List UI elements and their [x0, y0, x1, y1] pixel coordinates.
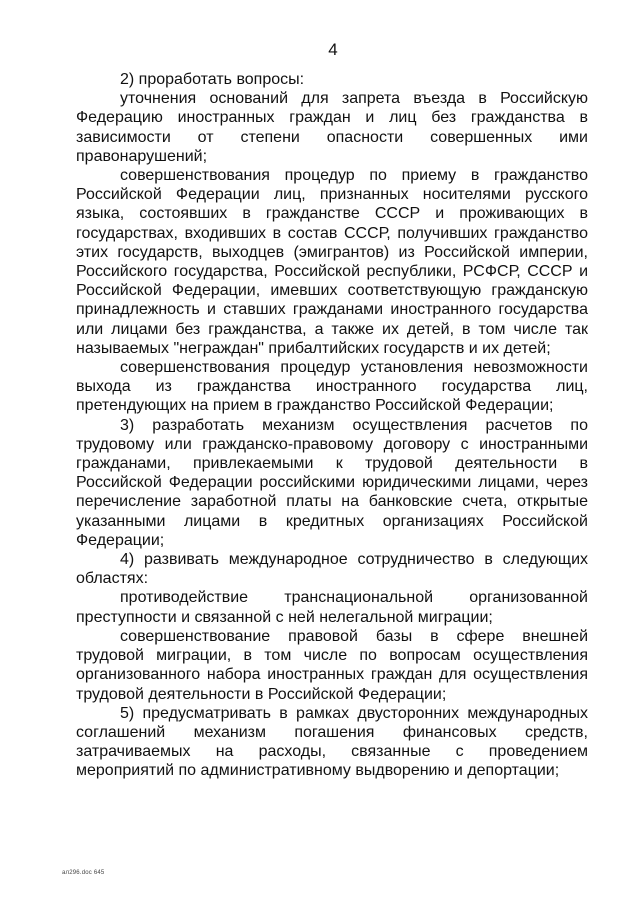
text-line: областях: [76, 570, 149, 588]
text-line: совершенствования процедур по приему в гражданство [120, 167, 588, 185]
text-line: называемых "неграждан" прибалтийских государств и их детей; [76, 339, 551, 357]
text-line: преступности и связанной с ней нелегальной миграции; [76, 608, 493, 626]
text-line: государствах, входивших в состав СССР, получивших гражданство [76, 224, 588, 242]
paragraph-entry-bans [76, 89, 588, 166]
paragraph-renunciation-impossibility [76, 358, 588, 416]
text-line: уточнения оснований для запрета въезда в Российскую [120, 90, 588, 108]
text-line: трудовой деятельности в Российской Федерации; [76, 685, 447, 703]
text-line: трудовой миграции, в том числе по вопросам осуществления [76, 647, 588, 665]
paragraph-citizenship-procedures [76, 166, 588, 358]
text-line: Федерацию иностранных граждан и лиц без гражданства в [76, 109, 588, 127]
text-line: 4) развивать международное сотрудничество в следующих [120, 551, 588, 569]
text-line: организованного набора иностранных граждан для осуществления [76, 666, 588, 684]
text-line: Российской Федерации лиц, признанных носителями русского [76, 186, 588, 204]
text-line: правонарушений; [76, 147, 208, 165]
text-line: претендующих на прием в гражданство Российской Федерации; [76, 397, 554, 415]
text-line: этих государств, выходцев (эмигрантов) из Российской империи, [76, 243, 588, 261]
text-line: совершенствования процедур установления невозможности [120, 359, 588, 377]
text-line: языка, состоявших в гражданстве СССР и проживающих в [76, 205, 588, 223]
text-line: указанными лицами в кредитных организациях Российской [76, 512, 588, 530]
text-line: противодействие транснациональной организованной [120, 589, 588, 607]
paragraph-item-2 [76, 70, 588, 89]
text-line: Российской Федерации, имевших соответствующую гражданскую [76, 282, 588, 300]
text-line: мероприятий по административному выдворению и депортации; [76, 762, 560, 780]
text-line: Российского государства, Российской республики, РСФСР, СССР и [76, 263, 588, 281]
text-line: трудовому или гражданско-правовому договору с иностранными [76, 435, 588, 453]
text-line: затрачиваемых на расходы, связанные с проведением [76, 743, 588, 761]
paragraph-item-5-expenses [76, 704, 588, 781]
text-line: 5) предусматривать в рамках двусторонних международных [120, 704, 588, 722]
text-line: соглашений механизм погашения финансовых средств, [76, 723, 588, 741]
text-line: гражданами, привлекаемыми к трудовой деятельности в [76, 455, 588, 473]
text-line: Федерации; [76, 531, 165, 549]
text-line: зависимости от степени опасности совершенных ими [76, 128, 588, 146]
text-line: выхода из гражданства иностранного государства лиц, [76, 378, 588, 396]
text-line: или лицами без гражданства, а также их детей, в том числе так [76, 320, 588, 338]
footer-document-code: ал296.doc 645 [62, 870, 105, 876]
paragraph-item-4-cooperation [76, 550, 588, 588]
text-line: 3) разработать механизм осуществления расчетов по [120, 416, 588, 434]
paragraph-crime-counteraction [76, 588, 588, 626]
text-line: перечисление заработной платы на банковские счета, открытые [76, 493, 588, 511]
text-line: принадлежность и ставших гражданами иностранного государства [76, 301, 588, 319]
paragraph-item-3-payments [76, 416, 588, 550]
text-line: 2) проработать вопросы: [120, 71, 305, 88]
page-number: 4 [328, 40, 338, 59]
paragraph-legal-base [76, 627, 588, 704]
text-line: Российской Федерации российскими юридическими лицами, через [76, 474, 588, 492]
document-body [76, 70, 588, 781]
text-line: совершенствование правовой базы в сфере внешней [120, 627, 588, 645]
